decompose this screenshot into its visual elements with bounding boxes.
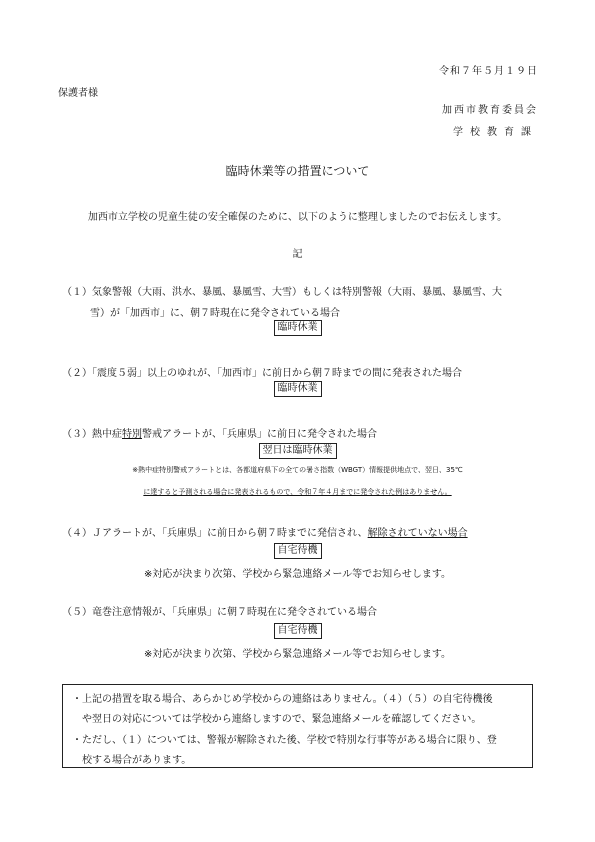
document-title: 臨時休業等の措置について [225,164,370,178]
document-date: 令和７年５月１９日 [439,66,538,77]
item-3-text-a: （３）熱中症 [62,429,122,440]
item-1-action-box: 臨時休業 [274,320,322,336]
item-2-action [0,381,595,397]
item-4-text-a: （４）Ｊアラートが、「兵庫県」に前日から朝７時までに発信され、 [62,528,368,539]
item-4-text-underlined: 解除されていない場合 [367,528,468,539]
item-3-text-underlined: 特別 [122,429,142,440]
item-2-action-box: 臨時休業 [274,381,322,397]
item-1-action [0,320,595,336]
item-5-action-box: 自宅待機 [274,623,322,639]
item-3-line1 [62,425,377,440]
item-5-action [0,623,595,639]
issuer-department: 学校教育課 [453,127,538,138]
ki-heading: 記 [292,249,303,260]
recipient: 保護者様 [58,88,98,99]
item-5-note: ※対応が決まり次第、学校から緊急連絡メール等でお知らせします。 [143,649,452,660]
item-3-action [0,443,595,459]
item-2-line1: （２）「震度５弱」以上のゆれが、「加西市」に前日から朝７時までの間に発表された場合 [62,368,462,379]
issuer-organization: 加西市教育委員会 [442,105,538,116]
notice-line-2: や翌日の対応については学校から連絡しますので、緊急連絡メールを確認してください。 [82,714,482,725]
item-4-action-box: 自宅待機 [274,543,322,559]
item-1-line1: （１）気象警報（大雨、洪水、暴風、暴風雪、大雪）もしくは特別警報（大雨、暴風、暴風雪、大 [62,287,502,298]
item-3-note-1: ※熱中症特別警戒アラートとは、各都道府県下の全ての暑さ指数（WBGT）情報提供地点で、翌日、35℃ [132,466,463,474]
notice-line-3: ・ただし、（１）については、警報が解除された後、学校で特別な行事等がある場合に限り、登 [72,735,497,746]
notice-line-4: 校する場合があります。 [82,755,192,766]
item-1-line2: 雪）が「加西市」に、朝７時現在に発令されている場合 [90,308,340,319]
item-4-line1 [62,524,468,539]
intro-text: 加西市立学校の児童生徒の安全確保のために、以下のように整理しましたのでお伝えします。 [87,212,508,223]
notice-line-1: ・上記の措置を取る場合、あらかじめ学校からの連絡はありません。（４）（５）の自宅待機後 [72,694,493,705]
item-3-text-b: 警戒アラートが、「兵庫県」に前日に発令された場合 [142,429,377,440]
item-4-action [0,543,595,559]
item-3-action-box: 翌日は臨時休業 [259,443,337,459]
item-4-note: ※対応が決まり次第、学校から緊急連絡メール等でお知らせします。 [143,569,452,580]
item-3-note-2: に達すると予測される場合に発表されるもので、令和７年４月までに発令された例はありません。 [143,488,452,496]
item-5-line1: （５）竜巻注意情報が、「兵庫県」に朝７時現在に発令されている場合 [62,607,377,618]
